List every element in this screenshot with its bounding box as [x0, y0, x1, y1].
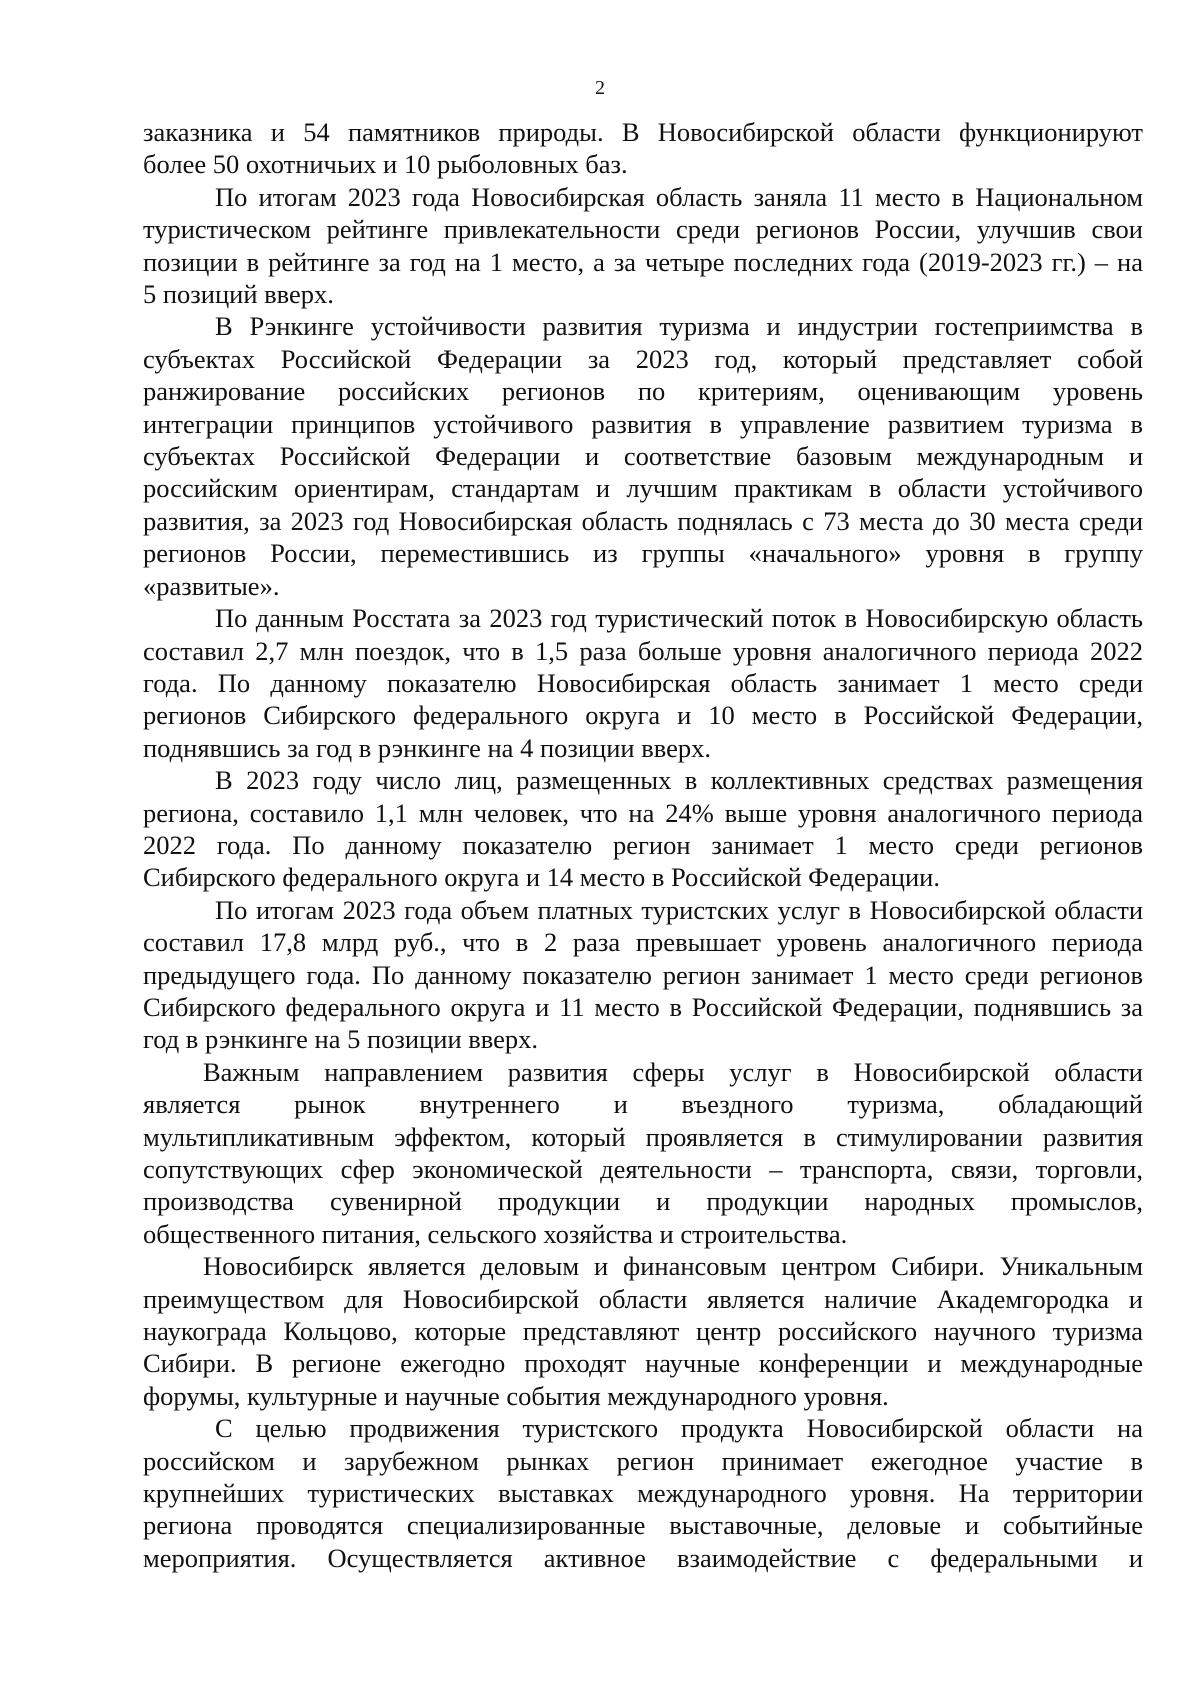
- text-line: производства сувенирной продукции и продукции народных промыслов,: [143, 1186, 1143, 1217]
- text-line: российском и зарубежном рынках регион принимает ежегодное участие в: [143, 1445, 1143, 1476]
- text-line: С целью продвижения туристского продукта Новосибирской области на: [215, 1413, 1143, 1444]
- text-line: По итогам 2023 года Новосибирская область заняла 11 место в Национальном: [215, 181, 1143, 212]
- text-line: общественного питания, сельского хозяйства и строительства.: [143, 1218, 848, 1249]
- text-line: мультипликативным эффектом, который проявляется в стимулировании развития: [143, 1121, 1143, 1152]
- text-line: наукограда Кольцово, которые представляют центр российского научного туризма: [143, 1316, 1143, 1347]
- paragraph: [143, 894, 1143, 1056]
- text-line: Сибирского федерального округа и 11 место в Российской Федерации, поднявшись за: [143, 991, 1143, 1022]
- paragraph: [143, 181, 1143, 311]
- text-line: развития, за 2023 год Новосибирская область поднялась с 73 места до 30 места среди: [143, 505, 1143, 536]
- text-line: российским ориентирам, стандартам и лучшим практикам в области устойчивого: [143, 473, 1143, 504]
- text-line: крупнейших туристических выставках международного уровня. На территории: [143, 1478, 1143, 1509]
- text-line: составил 17,8 млрд руб., что в 2 раза превышает уровень аналогичного периода: [143, 927, 1143, 958]
- text-line: форумы, культурные и научные события международного уровня.: [143, 1380, 889, 1411]
- paragraph: [143, 764, 1143, 894]
- text-line: Сибири. В регионе ежегодно проходят научные конференции и международные: [143, 1348, 1143, 1379]
- text-line: ранжирование российских регионов по критериям, оценивающим уровень: [143, 376, 1143, 407]
- text-line: «развитые».: [143, 570, 280, 601]
- paragraph: [143, 116, 1143, 181]
- page-number: 2: [595, 77, 605, 99]
- text-line: региона проводятся специализированные выставочные, деловые и событийные: [143, 1510, 1143, 1541]
- text-line: Новосибирск является деловым и финансовым центром Сибири. Уникальным: [203, 1251, 1143, 1282]
- text-line: мероприятия. Осуществляется активное взаимодействие с федеральными и: [143, 1542, 1143, 1573]
- paragraph: [143, 1056, 1143, 1250]
- text-line: преимуществом для Новосибирской области является наличие Академгородка и: [143, 1283, 1143, 1314]
- paragraph: [143, 1412, 1143, 1574]
- text-line: Сибирского федерального округа и 14 место в Российской Федерации.: [143, 862, 940, 893]
- text-line: 5 позиций вверх.: [143, 279, 334, 310]
- text-line: В 2023 году число лиц, размещенных в коллективных средствах размещения: [215, 765, 1143, 796]
- paragraph: [143, 1250, 1143, 1412]
- text-line: поднявшись за год в рэнкинге на 4 позиции вверх.: [143, 732, 711, 763]
- paragraph: [143, 602, 1143, 764]
- document-body: [143, 116, 1143, 1574]
- text-line: года. По данному показателю Новосибирская область занимает 1 место среди: [143, 667, 1143, 698]
- text-line: субъектах Российской Федерации и соответствие базовым международным и: [143, 441, 1143, 472]
- text-line: является рынок внутреннего и въездного туризма, обладающий: [143, 1089, 1143, 1120]
- text-line: регионов Сибирского федерального округа и 10 место в Российской Федерации,: [143, 700, 1143, 731]
- text-line: регионов России, переместившись из группы «начального» уровня в группу: [143, 538, 1143, 569]
- text-line: год в рэнкинге на 5 позиции вверх.: [143, 1024, 539, 1055]
- text-line: составил 2,7 млн поездок, что в 1,5 раза больше уровня аналогичного периода 2022: [143, 635, 1143, 666]
- text-line: По данным Росстата за 2023 год туристический поток в Новосибирскую область: [215, 603, 1143, 634]
- paragraph: [143, 310, 1143, 602]
- text-line: заказника и 54 памятников природы. В Новосибирской области функционируют: [143, 117, 1143, 147]
- text-line: сопутствующих сфер экономической деятельности – транспорта, связи, торговли,: [143, 1154, 1143, 1184]
- text-line: более 50 охотничьих и 10 рыболовных баз.: [143, 149, 628, 180]
- text-line: интеграции принципов устойчивого развития в управление развитием туризма в: [143, 408, 1143, 439]
- text-line: предыдущего года. По данному показателю регион занимает 1 место среди регионов: [143, 959, 1143, 990]
- text-line: По итогам 2023 года объем платных туристских услуг в Новосибирской области: [215, 894, 1143, 925]
- text-line: В Рэнкинге устойчивости развития туризма и индустрии гостеприимства в: [215, 311, 1143, 342]
- text-line: Важным направлением развития сферы услуг в Новосибирской области: [203, 1056, 1143, 1087]
- text-line: субъектах Российской Федерации за 2023 год, который представляет собой: [143, 343, 1143, 374]
- text-line: региона, составило 1,1 млн человек, что на 24% выше уровня аналогичного периода: [143, 797, 1143, 828]
- text-line: 2022 года. По данному показателю регион занимает 1 место среди регионов: [143, 829, 1143, 860]
- text-line: туристическом рейтинге привлекательности среди регионов России, улучшив свои: [143, 214, 1143, 245]
- text-line: позиции в рейтинге за год на 1 место, а за четыре последних года (2019-2023 гг.) – на: [143, 246, 1143, 277]
